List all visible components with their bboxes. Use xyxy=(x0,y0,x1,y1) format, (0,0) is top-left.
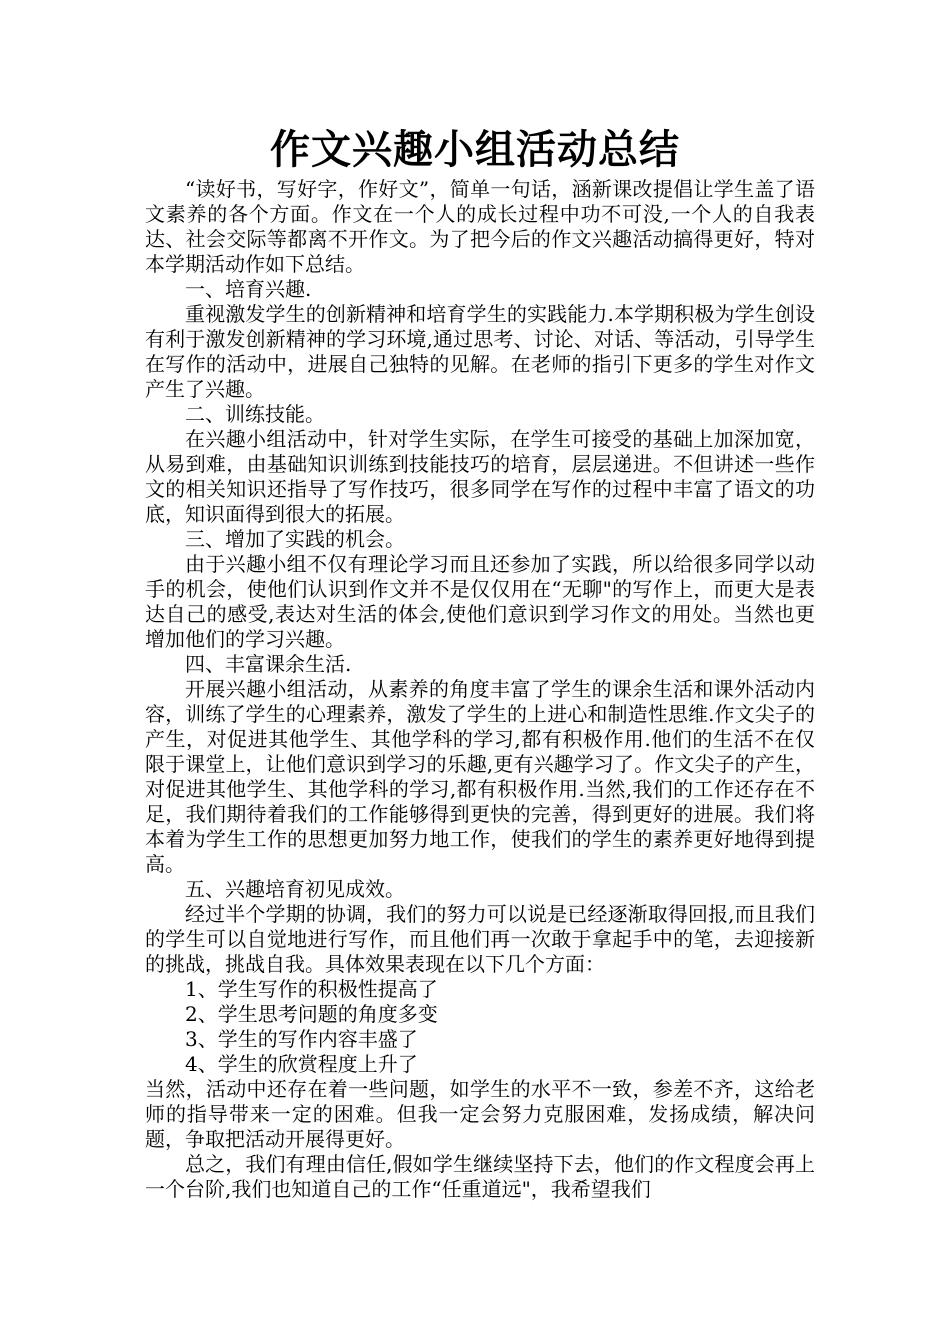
section-heading-5: 五、兴趣培育初见成效。 xyxy=(185,877,405,901)
section-heading-3: 三、增加了实践的机会。 xyxy=(185,527,405,551)
section-paragraph-4: 开展兴趣小组活动，从素养的角度丰富了学生的课余生活和课外活动内容，训练了学生的心理素养，激发了学生的上进心和制造性思维.作文尖子的产生，对促进其他学生、其他学科的学习,都有积极作用.他们的生活不在仅限于课堂上，让他们意识到学习的乐趣,更有兴趣学习了。作文尖子的产生，对促进其他学生、其他学科的学习,都有积极作用.当然,我们的工作还存在不足，我们期待着我们的工作能够得到更快的完善，得到更好的进展。我们将本着为学生工作的思想更加努力地工作，使我们的学生的素养更好地得到提高。 xyxy=(145,677,815,876)
section-paragraph-2: 在兴趣小组活动中，针对学生实际，在学生可接受的基础上加深加宽，从易到难，由基础知识训练到技能技巧的培育，层层递进。不但讲述一些作文的相关知识还指导了写作技巧，很多同学在写作的过程中丰富了语文的功底，知识面得到很大的拓展。 xyxy=(145,427,815,526)
intro-paragraph: “读好书，写好字，作好文”，简单一句话，涵新课改提倡让学生盖了语文素养的各个方面。作文在一个人的成长过程中功不可没,一个人的自我表达、社会交际等都离不开作文。为了把今后的作文兴趣活动搞得更好，特对本学期活动作如下总结。 xyxy=(145,177,815,276)
closing-paragraph-1: 当然，活动中还存在着一些问题，如学生的水平不一致，参差不齐，这给老师的指导带来一定的困难。但我一定会努力克服困难，发扬成绩，解决问题，争取把活动开展得更好。 xyxy=(145,1077,815,1151)
section-paragraph-3: 由于兴趣小组不仅有理论学习而且还参加了实践，所以给很多同学以动手的机会，使他们认识到作文并不是仅仅用在“无聊"的写作上，而更大是表达自己的感受,表达对生活的体会,使他们意识到学习作文的用处。当然也更增加他们的学习兴趣。 xyxy=(145,552,815,651)
list-item: 3、学生的写作内容丰盛了 xyxy=(185,1027,418,1051)
closing-paragraph-2: 总之，我们有理由信任,假如学生继续坚持下去，他们的作文程度会再上一个台阶,我们也知道自己的工作“任重道远"，我希望我们 xyxy=(145,1152,815,1201)
section-heading-4: 四、丰富课余生活. xyxy=(185,652,352,676)
document-title: 作文兴趣小组活动总结 xyxy=(270,126,680,173)
list-item: 4、学生的欣赏程度上升了 xyxy=(185,1052,418,1076)
section-heading-2: 二、训练技能。 xyxy=(185,402,325,426)
list-item: 1、学生写作的积极性提高了 xyxy=(185,977,438,1001)
section-heading-1: 一、培育兴趣. xyxy=(185,277,312,301)
section-paragraph-1: 重视激发学生的创新精神和培育学生的实践能力.本学期积极为学生创设有利于激发创新精神的学习环境,通过思考、讨论、对话、等活动，引导学生在写作的活动中，进展自己独特的见解。在老师的指引下更多的学生对作文产生了兴趣。 xyxy=(145,302,815,401)
list-item: 2、学生思考问题的角度多变 xyxy=(185,1002,438,1026)
document-body xyxy=(145,177,815,1202)
section-paragraph-5: 经过半个学期的协调，我们的努力可以说是已经逐渐取得回报,而且我们的学生可以自觉地进行写作，而且他们再一次敢于拿起手中的笔，去迎接新的挑战，挑战自我。具体效果表现在以下几个方面： xyxy=(145,902,815,976)
